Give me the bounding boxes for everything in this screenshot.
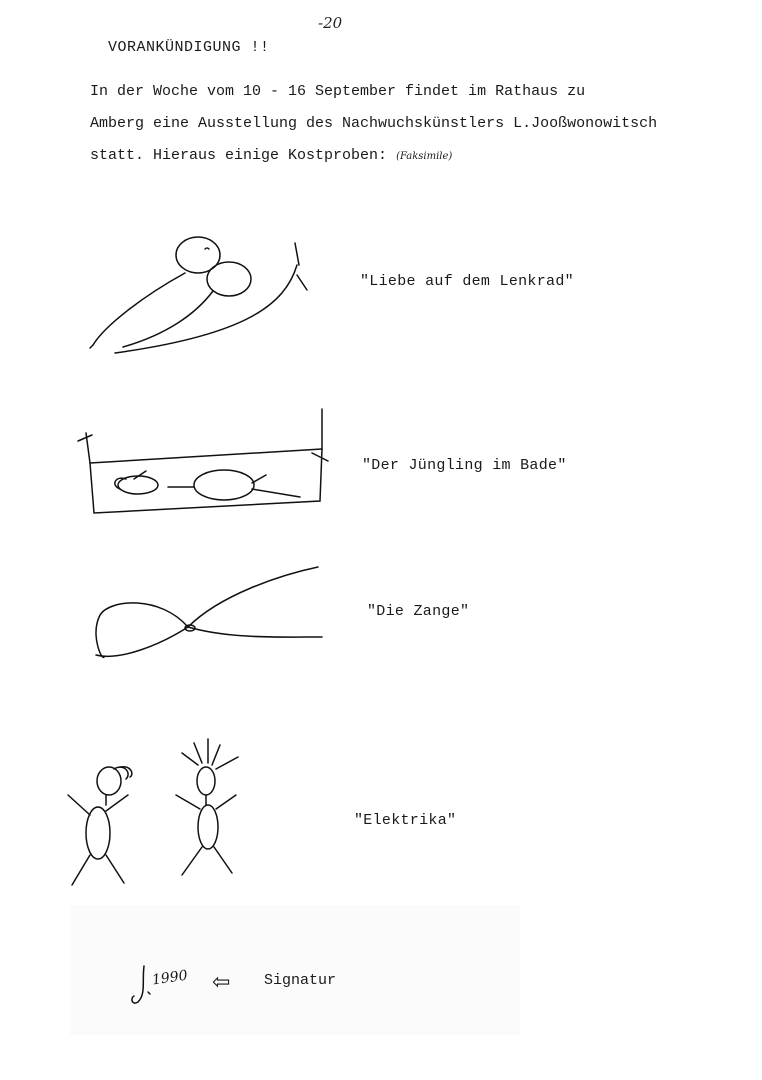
intro-line-3: statt. Hieraus einige Kostproben: (Faksimile) bbox=[90, 147, 453, 164]
exhibit-caption-4: "Elektrika" bbox=[354, 812, 457, 829]
signature-label: Signatur bbox=[264, 972, 337, 989]
electric-figures-sketch-icon bbox=[62, 735, 252, 895]
page-number: -20 bbox=[318, 14, 343, 32]
page-heading: VORANKÜNDIGUNG !! bbox=[108, 39, 270, 56]
exhibit-caption-2: "Der Jüngling im Bade" bbox=[362, 457, 567, 474]
exhibit-caption-3: "Die Zange" bbox=[367, 603, 470, 620]
intro-paragraph bbox=[90, 76, 710, 173]
intro-line-2: Amberg eine Ausstellung des Nachwuchskünstlers L.Jooßwonowitsch bbox=[90, 115, 658, 132]
facsimile-note: (Faksimile) bbox=[396, 151, 453, 162]
exhibit-caption-1: "Liebe auf dem Lenkrad" bbox=[360, 273, 574, 290]
left-arrow-icon: ⇦ bbox=[212, 970, 231, 995]
signature-year: 1990 bbox=[151, 967, 189, 989]
lovers-sketch-icon bbox=[85, 235, 315, 365]
intro-line-1: In der Woche vom 10 - 16 September findet im Rathaus zu bbox=[90, 83, 586, 100]
pliers-sketch-icon bbox=[90, 565, 330, 665]
bath-sketch-icon bbox=[76, 405, 336, 520]
